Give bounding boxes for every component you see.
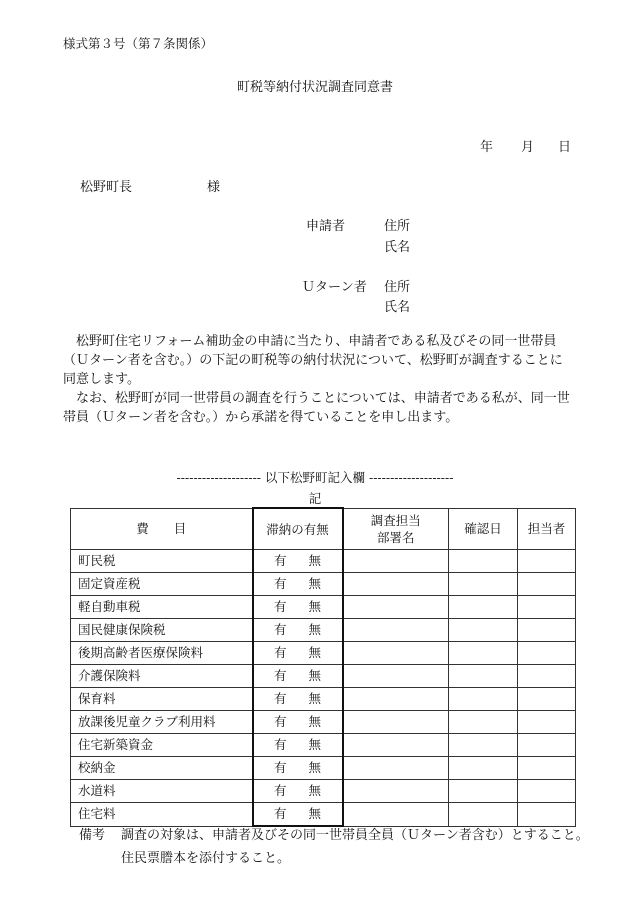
notes-line-1: 調査の対象は、申請者及びその同一世帯員全員（Ｕターン者含む）とすること。: [121, 828, 589, 843]
date-month-label: 月: [521, 140, 535, 155]
row-department-cell[interactable]: [343, 711, 449, 734]
row-item-name: 住宅新築資金: [71, 734, 253, 757]
row-confirm-date-cell[interactable]: [449, 596, 518, 619]
row-person-cell[interactable]: [518, 642, 576, 665]
row-person-cell[interactable]: [518, 550, 576, 573]
table-row: [71, 573, 576, 596]
ki-heading: 記: [308, 491, 322, 506]
table-row: [71, 803, 576, 827]
header-department: [343, 508, 449, 550]
row-person-cell[interactable]: [518, 711, 576, 734]
row-delinquency-choice[interactable]: [253, 665, 343, 688]
row-person-cell[interactable]: [518, 688, 576, 711]
row-delinquency-choice[interactable]: [253, 803, 343, 827]
consent-paragraph-2: なお、松野町が同一世帯員の調査を行うことについては、申請者である私が、同一世帯員（Ｕターン者を含む。）から承諾を得ていることを申し出ます。: [63, 391, 570, 425]
row-confirm-date-cell[interactable]: [449, 619, 518, 642]
no-option[interactable]: 無: [308, 576, 322, 591]
applicant-role-label: 申請者: [306, 219, 346, 234]
row-person-cell[interactable]: [518, 573, 576, 596]
notes-line-2: 住民票謄本を添付すること。: [121, 851, 291, 866]
header-department-line1: 調査担当: [370, 512, 421, 528]
uturn-name-label: 氏名: [384, 300, 411, 315]
date-year-label: 年: [480, 140, 494, 155]
row-department-cell[interactable]: [343, 596, 449, 619]
row-item-name: 国民健康保険税: [71, 619, 253, 642]
row-person-cell[interactable]: [518, 780, 576, 803]
header-department-line2: 部署名: [376, 529, 415, 545]
no-option[interactable]: 無: [308, 737, 322, 752]
no-option[interactable]: 無: [308, 622, 322, 637]
city-use-separator: ‐‐‐‐‐‐‐‐‐‐‐‐‐‐‐‐‐‐‐‐ 以下松野町記入欄 ‐‐‐‐‐‐‐‐‐‐‐‐‐‐‐‐‐‐‐‐: [176, 470, 454, 485]
tax-status-table: [70, 507, 576, 827]
row-confirm-date-cell[interactable]: [449, 573, 518, 596]
applicant-name-label: 氏名: [384, 240, 411, 255]
row-department-cell[interactable]: [343, 757, 449, 780]
row-item-name: 介護保険料: [71, 665, 253, 688]
yes-option[interactable]: 有: [273, 622, 287, 637]
addressee-honorific: 様: [207, 180, 221, 195]
row-delinquency-choice[interactable]: [253, 550, 343, 573]
yes-option[interactable]: 有: [273, 737, 287, 752]
no-option[interactable]: 無: [308, 760, 322, 775]
table-row: [71, 688, 576, 711]
row-delinquency-choice[interactable]: [253, 711, 343, 734]
row-delinquency-choice[interactable]: [253, 596, 343, 619]
yes-option[interactable]: 有: [273, 691, 287, 706]
consent-body: [63, 332, 573, 427]
row-confirm-date-cell[interactable]: [449, 711, 518, 734]
row-department-cell[interactable]: [343, 550, 449, 573]
no-option[interactable]: 無: [308, 691, 322, 706]
yes-option[interactable]: 有: [273, 714, 287, 729]
yes-option[interactable]: 有: [273, 576, 287, 591]
no-option[interactable]: 無: [308, 714, 322, 729]
row-item-name: 後期高齢者医療保険料: [71, 642, 253, 665]
row-delinquency-choice[interactable]: [253, 780, 343, 803]
notes-label: 備考: [79, 828, 106, 843]
row-person-cell[interactable]: [518, 757, 576, 780]
row-confirm-date-cell[interactable]: [449, 803, 518, 827]
row-confirm-date-cell[interactable]: [449, 688, 518, 711]
row-department-cell[interactable]: [343, 573, 449, 596]
yes-option[interactable]: 有: [273, 668, 287, 683]
yes-option[interactable]: 有: [273, 599, 287, 614]
yes-option[interactable]: 有: [273, 645, 287, 660]
table-row: [71, 711, 576, 734]
header-item: 費 目: [71, 508, 253, 550]
row-item-name: 住宅料: [71, 803, 253, 827]
table-row: [71, 550, 576, 573]
row-department-cell[interactable]: [343, 688, 449, 711]
row-department-cell[interactable]: [343, 619, 449, 642]
table-row: [71, 780, 576, 803]
row-department-cell[interactable]: [343, 665, 449, 688]
addressee-name: 松野町長: [80, 180, 133, 195]
table-row: [71, 665, 576, 688]
yes-option[interactable]: 有: [273, 760, 287, 775]
row-item-name: 保育料: [71, 688, 253, 711]
row-person-cell[interactable]: [518, 803, 576, 827]
uturn-role-label: Ｕターン者: [302, 280, 367, 295]
row-confirm-date-cell[interactable]: [449, 642, 518, 665]
row-delinquency-choice[interactable]: [253, 619, 343, 642]
row-delinquency-choice[interactable]: [253, 734, 343, 757]
row-item-name: 放課後児童クラブ利用料: [71, 711, 253, 734]
row-person-cell[interactable]: [518, 619, 576, 642]
row-delinquency-choice[interactable]: [253, 642, 343, 665]
row-item-name: 軽自動車税: [71, 596, 253, 619]
yes-option[interactable]: 有: [273, 783, 287, 798]
row-item-name: 固定資産税: [71, 573, 253, 596]
row-delinquency-choice[interactable]: [253, 688, 343, 711]
no-option[interactable]: 無: [308, 783, 322, 798]
row-department-cell[interactable]: [343, 642, 449, 665]
row-person-cell[interactable]: [518, 665, 576, 688]
table-row: [71, 734, 576, 757]
row-department-cell[interactable]: [343, 780, 449, 803]
consent-paragraph-1: 松野町住宅リフォーム補助金の申請に当たり、申請者である私及びその同一世帯員（Ｕターン者を含む。）の下記の町税等の納付状況について、松野町が調査することに同意します。: [63, 334, 563, 387]
header-delinquency: 滞納の有無: [253, 508, 343, 550]
row-confirm-date-cell[interactable]: [449, 780, 518, 803]
form-number: 様式第３号（第７条関係）: [63, 36, 214, 51]
row-department-cell[interactable]: [343, 803, 449, 827]
row-item-name: 水道料: [71, 780, 253, 803]
yes-option[interactable]: 有: [273, 553, 287, 568]
row-person-cell[interactable]: [518, 734, 576, 757]
no-option[interactable]: 無: [308, 668, 322, 683]
no-option[interactable]: 無: [308, 553, 322, 568]
applicant-address-label: 住所: [384, 219, 411, 234]
table-row: [71, 642, 576, 665]
row-delinquency-choice[interactable]: [253, 757, 343, 780]
row-delinquency-choice[interactable]: [253, 573, 343, 596]
row-confirm-date-cell[interactable]: [449, 550, 518, 573]
no-option[interactable]: 無: [308, 599, 322, 614]
no-option[interactable]: 無: [308, 806, 322, 821]
no-option[interactable]: 無: [308, 645, 322, 660]
table-row: [71, 757, 576, 780]
table-row: [71, 619, 576, 642]
yes-option[interactable]: 有: [273, 806, 287, 821]
row-item-name: 町民税: [71, 550, 253, 573]
date-day-label: 日: [558, 140, 572, 155]
row-department-cell[interactable]: [343, 734, 449, 757]
table-header-row: [71, 508, 576, 550]
row-confirm-date-cell[interactable]: [449, 734, 518, 757]
header-confirm-date: 確認日: [449, 508, 518, 550]
header-person: 担当者: [518, 508, 576, 550]
table-row: [71, 596, 576, 619]
uturn-address-label: 住所: [384, 280, 411, 295]
row-person-cell[interactable]: [518, 596, 576, 619]
row-confirm-date-cell[interactable]: [449, 757, 518, 780]
row-confirm-date-cell[interactable]: [449, 665, 518, 688]
document-title: 町税等納付状況調査同意書: [236, 80, 393, 95]
row-item-name: 校納金: [71, 757, 253, 780]
